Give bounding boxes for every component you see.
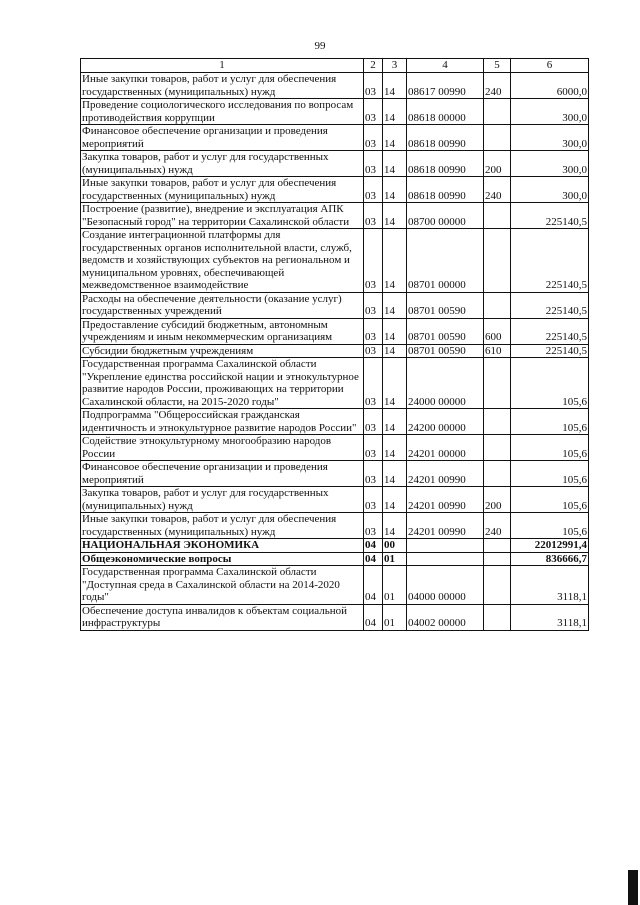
table-row	[81, 566, 589, 605]
row-target-article	[407, 552, 484, 566]
header-name: 1	[81, 59, 364, 73]
row-subsection: 14	[383, 513, 407, 539]
row-expense-type: 240	[484, 513, 511, 539]
row-section: 03	[364, 513, 383, 539]
row-subsection: 14	[383, 358, 407, 409]
row-section: 04	[364, 566, 383, 605]
row-name: Подпрограмма "Общероссийская гражданская идентичность и этнокультурное развитие народов России"	[81, 409, 364, 435]
row-expense-type	[484, 604, 511, 630]
table-row	[81, 292, 589, 318]
row-subsection: 01	[383, 566, 407, 605]
row-section: 03	[364, 358, 383, 409]
table-row	[81, 99, 589, 125]
row-section: 03	[364, 292, 383, 318]
row-subsection: 14	[383, 203, 407, 229]
row-name: Общеэкономические вопросы	[81, 552, 364, 566]
row-expense-type	[484, 99, 511, 125]
row-section: 03	[364, 203, 383, 229]
row-name: Субсидии бюджетным учреждениям	[81, 344, 364, 358]
row-amount: 300,0	[511, 125, 589, 151]
row-section: 03	[364, 344, 383, 358]
table-row	[81, 409, 589, 435]
row-target-article: 08701 00590	[407, 292, 484, 318]
table-row	[81, 344, 589, 358]
row-name: Предоставление субсидий бюджетным, автономным учреждениям и иным некоммерческим организациям	[81, 318, 364, 344]
row-target-article: 24201 00990	[407, 487, 484, 513]
row-subsection: 14	[383, 292, 407, 318]
row-name: Закупка товаров, работ и услуг для государственных (муниципальных) нужд	[81, 487, 364, 513]
header-amount: 6	[511, 59, 589, 73]
row-name: Проведение социологического исследования по вопросам противодействия коррупции	[81, 99, 364, 125]
row-section: 03	[364, 435, 383, 461]
row-section: 03	[364, 487, 383, 513]
row-name: Создание интеграционной платформы для государственных органов исполнительной власти, служб, ведомств и хозяйствующих субъектов на региональном и муниципальном уровнях, обеспечивающей межведомственное взаимодействие	[81, 229, 364, 293]
row-name: Государственная программа Сахалинской области "Доступная среда в Сахалинской области на 2014-2020 годы"	[81, 566, 364, 605]
header-row	[81, 59, 589, 73]
budget-table	[80, 58, 589, 631]
row-subsection: 14	[383, 229, 407, 293]
row-subsection: 14	[383, 318, 407, 344]
row-amount: 225140,5	[511, 229, 589, 293]
row-subsection: 14	[383, 409, 407, 435]
row-expense-type	[484, 409, 511, 435]
row-section: 03	[364, 125, 383, 151]
row-amount: 300,0	[511, 177, 589, 203]
table-row	[81, 604, 589, 630]
row-amount: 105,6	[511, 487, 589, 513]
row-target-article: 08701 00000	[407, 229, 484, 293]
row-expense-type	[484, 435, 511, 461]
table-row	[81, 125, 589, 151]
row-subsection: 00	[383, 539, 407, 553]
row-target-article: 04002 00000	[407, 604, 484, 630]
table-row	[81, 151, 589, 177]
row-section: 03	[364, 318, 383, 344]
table-row	[81, 487, 589, 513]
row-section: 04	[364, 552, 383, 566]
row-name: Финансовое обеспечение организации и проведения мероприятий	[81, 125, 364, 151]
row-section: 03	[364, 229, 383, 293]
row-target-article: 24201 00990	[407, 513, 484, 539]
header-section: 2	[364, 59, 383, 73]
row-expense-type: 240	[484, 73, 511, 99]
row-target-article	[407, 539, 484, 553]
row-expense-type	[484, 552, 511, 566]
row-subsection: 14	[383, 487, 407, 513]
table-row	[81, 177, 589, 203]
row-section: 04	[364, 604, 383, 630]
row-subsection: 01	[383, 552, 407, 566]
row-amount: 3118,1	[511, 566, 589, 605]
row-amount: 225140,5	[511, 318, 589, 344]
row-target-article: 24201 00990	[407, 461, 484, 487]
row-target-article: 04000 00000	[407, 566, 484, 605]
row-expense-type: 240	[484, 177, 511, 203]
row-target-article: 08618 00990	[407, 151, 484, 177]
row-target-article: 08618 00990	[407, 125, 484, 151]
row-subsection: 01	[383, 604, 407, 630]
row-expense-type	[484, 461, 511, 487]
header-subsection: 3	[383, 59, 407, 73]
row-subsection: 14	[383, 99, 407, 125]
row-subsection: 14	[383, 435, 407, 461]
row-target-article: 08618 00000	[407, 99, 484, 125]
table-row	[81, 461, 589, 487]
row-target-article: 08701 00590	[407, 318, 484, 344]
table-row	[81, 539, 589, 553]
row-amount: 105,6	[511, 358, 589, 409]
table-row	[81, 73, 589, 99]
row-subsection: 14	[383, 344, 407, 358]
row-subsection: 14	[383, 73, 407, 99]
row-amount: 3118,1	[511, 604, 589, 630]
row-name: Иные закупки товаров, работ и услуг для обеспечения государственных (муниципальных) нужд	[81, 513, 364, 539]
row-amount: 225140,5	[511, 292, 589, 318]
row-target-article: 08618 00990	[407, 177, 484, 203]
row-section: 03	[364, 461, 383, 487]
row-section: 04	[364, 539, 383, 553]
table-row	[81, 513, 589, 539]
row-expense-type	[484, 203, 511, 229]
row-target-article: 24000 00000	[407, 358, 484, 409]
row-expense-type	[484, 229, 511, 293]
row-name: Обеспечение доступа инвалидов к объектам социальной инфраструктуры	[81, 604, 364, 630]
row-target-article: 24201 00000	[407, 435, 484, 461]
page-number: 99	[314, 40, 326, 52]
row-section: 03	[364, 177, 383, 203]
row-expense-type: 200	[484, 487, 511, 513]
table-row	[81, 229, 589, 293]
header-expense-type: 5	[484, 59, 511, 73]
row-target-article: 24200 00000	[407, 409, 484, 435]
table-row	[81, 203, 589, 229]
row-section: 03	[364, 99, 383, 125]
row-subsection: 14	[383, 151, 407, 177]
row-subsection: 14	[383, 461, 407, 487]
row-amount: 225140,5	[511, 344, 589, 358]
row-expense-type: 200	[484, 151, 511, 177]
row-expense-type	[484, 358, 511, 409]
row-amount: 300,0	[511, 151, 589, 177]
row-amount: 105,6	[511, 461, 589, 487]
row-expense-type: 600	[484, 318, 511, 344]
row-amount: 105,6	[511, 435, 589, 461]
row-section: 03	[364, 73, 383, 99]
row-amount: 225140,5	[511, 203, 589, 229]
row-expense-type	[484, 125, 511, 151]
row-name: Государственная программа Сахалинской области "Укрепление единства российской нации и этнокультурное развитие народов России, проживающих на территории Сахалинской области, на 2015-2020 годы"	[81, 358, 364, 409]
row-name: Иные закупки товаров, работ и услуг для обеспечения государственных (муниципальных) нужд	[81, 73, 364, 99]
row-expense-type	[484, 566, 511, 605]
row-name: Финансовое обеспечение организации и проведения мероприятий	[81, 461, 364, 487]
row-expense-type	[484, 292, 511, 318]
table-row	[81, 318, 589, 344]
row-amount: 105,6	[511, 513, 589, 539]
table-row	[81, 435, 589, 461]
margin-mark	[628, 870, 638, 905]
row-target-article: 08617 00990	[407, 73, 484, 99]
row-name: Закупка товаров, работ и услуг для государственных (муниципальных) нужд	[81, 151, 364, 177]
row-name: Иные закупки товаров, работ и услуг для обеспечения государственных (муниципальных) нужд	[81, 177, 364, 203]
row-amount: 836666,7	[511, 552, 589, 566]
row-section: 03	[364, 151, 383, 177]
row-section: 03	[364, 409, 383, 435]
row-target-article: 08701 00590	[407, 344, 484, 358]
table-row	[81, 358, 589, 409]
row-name: Содействие этнокультурному многообразию народов России	[81, 435, 364, 461]
row-subsection: 14	[383, 177, 407, 203]
header-target-article: 4	[407, 59, 484, 73]
row-amount: 22012991,4	[511, 539, 589, 553]
row-name: Построение (развитие), внедрение и эксплуатация АПК "Безопасный город" на территории Сахалинской области	[81, 203, 364, 229]
row-expense-type: 610	[484, 344, 511, 358]
row-name: Расходы на обеспечение деятельности (оказание услуг) государственных учреждений	[81, 292, 364, 318]
row-target-article: 08700 00000	[407, 203, 484, 229]
row-subsection: 14	[383, 125, 407, 151]
table-row	[81, 552, 589, 566]
row-amount: 6000,0	[511, 73, 589, 99]
row-amount: 300,0	[511, 99, 589, 125]
row-amount: 105,6	[511, 409, 589, 435]
row-name: НАЦИОНАЛЬНАЯ ЭКОНОМИКА	[81, 539, 364, 553]
row-expense-type	[484, 539, 511, 553]
